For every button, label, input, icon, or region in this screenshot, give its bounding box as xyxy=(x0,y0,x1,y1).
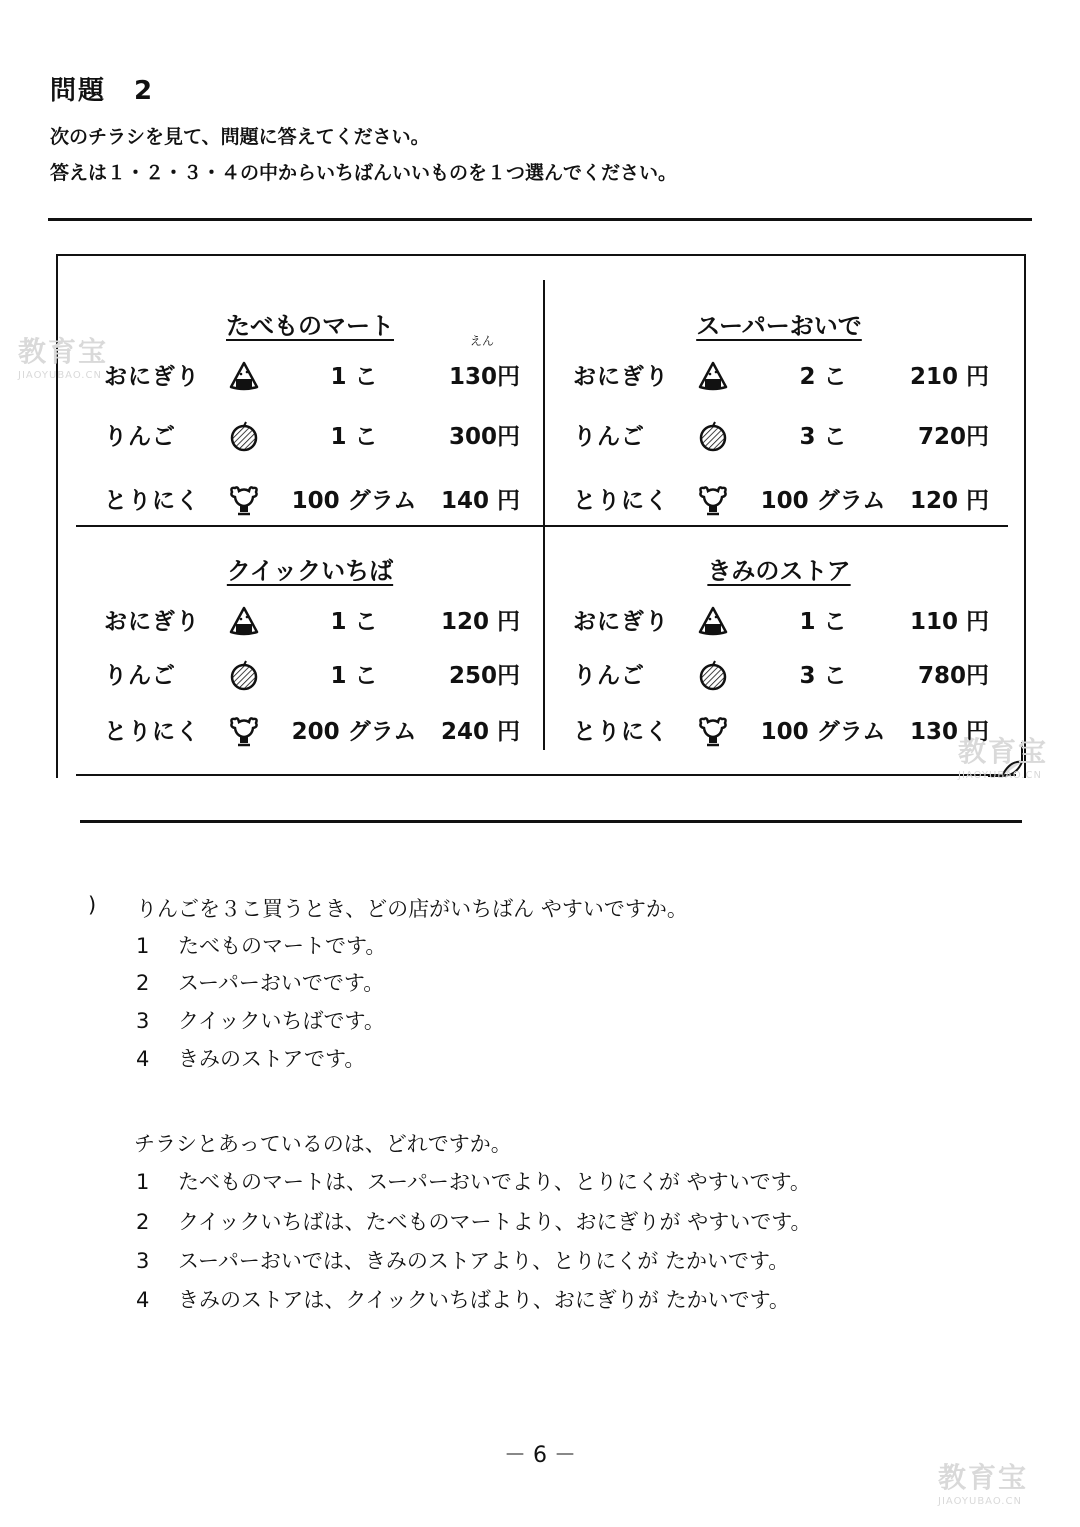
chicken-icon xyxy=(697,484,729,516)
row-item: とりにく xyxy=(573,719,669,745)
store-row xyxy=(76,603,544,643)
row-qty: 100 グラム xyxy=(760,719,886,745)
store-row xyxy=(76,657,544,697)
row-item: りんご xyxy=(573,424,645,450)
onigiri-icon xyxy=(228,605,260,637)
instruction-line-1: 次のチラシを見て、問題に答えてください。 xyxy=(50,126,430,148)
row-item: おにぎり xyxy=(104,609,200,635)
store-name: スーパーおいで xyxy=(696,312,862,340)
chicken-icon xyxy=(228,715,260,747)
row-item: とりにく xyxy=(104,488,200,514)
row-qty: 3 こ xyxy=(799,424,847,450)
question-1-option-3: 3 クイックいちばです。 xyxy=(136,1009,385,1033)
row-item: りんご xyxy=(104,663,176,689)
row-item: おにぎり xyxy=(573,364,669,390)
row-item: とりにく xyxy=(104,719,200,745)
flyer-bottom-line xyxy=(76,774,1016,776)
row-price: 140 円 xyxy=(440,488,520,514)
onigiri-icon xyxy=(697,360,729,392)
row-price: 210 円 xyxy=(909,364,989,390)
row-qty: 100 グラム xyxy=(291,488,417,514)
store-row xyxy=(76,482,544,522)
row-qty: 3 こ xyxy=(799,663,847,689)
row-qty: 200 グラム xyxy=(291,719,417,745)
page-title: 問題 2 xyxy=(50,76,155,106)
row-item: とりにく xyxy=(573,488,669,514)
row-qty: 1 こ xyxy=(330,364,378,390)
store-row xyxy=(76,418,544,458)
chicken-icon xyxy=(697,715,729,747)
price-ruby-en: えん xyxy=(469,334,494,348)
apple-icon xyxy=(697,659,729,691)
page-number: － 6 － xyxy=(504,1443,576,1468)
row-price: 110 円 xyxy=(909,609,989,635)
store-name: きみのストア xyxy=(707,557,851,585)
store-name: クイックいちば xyxy=(226,557,394,585)
store-row xyxy=(545,713,1013,753)
store-row xyxy=(76,713,544,753)
store-row xyxy=(545,358,1013,398)
question-1-prompt: りんごを３こ買うとき、どの店がいちばん やすいですか。 xyxy=(136,897,688,921)
question-2-prompt: チラシとあっているのは、どれですか。 xyxy=(134,1132,512,1156)
store-panel-tabemono-mart xyxy=(76,306,544,516)
row-qty: 1 こ xyxy=(330,424,378,450)
question-1-option-4: 4 きみのストアです。 xyxy=(136,1047,366,1071)
row-qty: 1 こ xyxy=(799,609,847,635)
row-qty: 1 こ xyxy=(330,663,378,689)
row-item: おにぎり xyxy=(104,364,200,390)
store-panel-quick-ichiba xyxy=(76,551,544,751)
apple-icon xyxy=(228,659,260,691)
flyer-horizontal-divider xyxy=(76,525,1008,527)
row-qty: 2 こ xyxy=(799,364,847,390)
row-price: 300円 xyxy=(448,424,520,450)
instruction-line-2: 答えは１・２・３・４の中からいちばんいいものを１つ選んでください。 xyxy=(50,162,678,184)
question-2-option-2: 2 クイックいちばは、たべものマートより、おにぎりが やすいです。 xyxy=(136,1210,812,1234)
bottom-divider xyxy=(80,820,1022,823)
row-price: 720円 xyxy=(917,424,989,450)
apple-icon xyxy=(228,420,260,452)
chicken-icon xyxy=(228,484,260,516)
question-1-option-2: 2 スーパーおいでです。 xyxy=(136,971,385,995)
onigiri-icon xyxy=(697,605,729,637)
watermark: 教育宝 JIAOYUBAO.CN xyxy=(938,1461,1029,1507)
store-name: たべものマート xyxy=(226,312,394,340)
watermark: 教育宝 JIAOYUBAO.CN xyxy=(18,335,109,381)
store-panel-kimino-store xyxy=(545,551,1013,751)
store-panel-super-oide xyxy=(545,306,1013,516)
row-item: りんご xyxy=(573,663,645,689)
onigiri-icon xyxy=(228,360,260,392)
row-price: 130円 えん xyxy=(448,334,520,390)
row-item: りんご xyxy=(104,424,176,450)
row-price: 130 円 xyxy=(909,719,989,745)
row-item: おにぎり xyxy=(573,609,669,635)
row-qty: 1 こ xyxy=(330,609,378,635)
row-price: 120 円 xyxy=(440,609,520,635)
question-2-option-3: 3 スーパーおいでは、きみのストアより、とりにくが たかいです。 xyxy=(136,1249,790,1273)
store-row xyxy=(545,418,1013,458)
row-price: 250円 xyxy=(448,663,520,689)
row-qty: 100 グラム xyxy=(760,488,886,514)
row-price: 120 円 xyxy=(909,488,989,514)
question-1-marker: ) xyxy=(88,893,97,917)
top-divider xyxy=(48,218,1032,221)
apple-icon xyxy=(697,420,729,452)
store-row xyxy=(545,482,1013,522)
question-1-option-1: 1 たべものマートです。 xyxy=(136,934,387,958)
question-2-option-4: 4 きみのストアは、クイックいちばより、おにぎりが たかいです。 xyxy=(136,1288,790,1312)
question-2-option-1: 1 たべものマートは、スーパーおいでより、とりにくが やすいです。 xyxy=(136,1170,811,1194)
row-price: 780円 xyxy=(917,663,989,689)
store-row xyxy=(545,657,1013,697)
store-row xyxy=(76,334,544,398)
store-row xyxy=(545,603,1013,643)
row-price: 240 円 xyxy=(440,719,520,745)
watermark: 教育宝 JIAOYUBAO.CN xyxy=(958,735,1049,781)
